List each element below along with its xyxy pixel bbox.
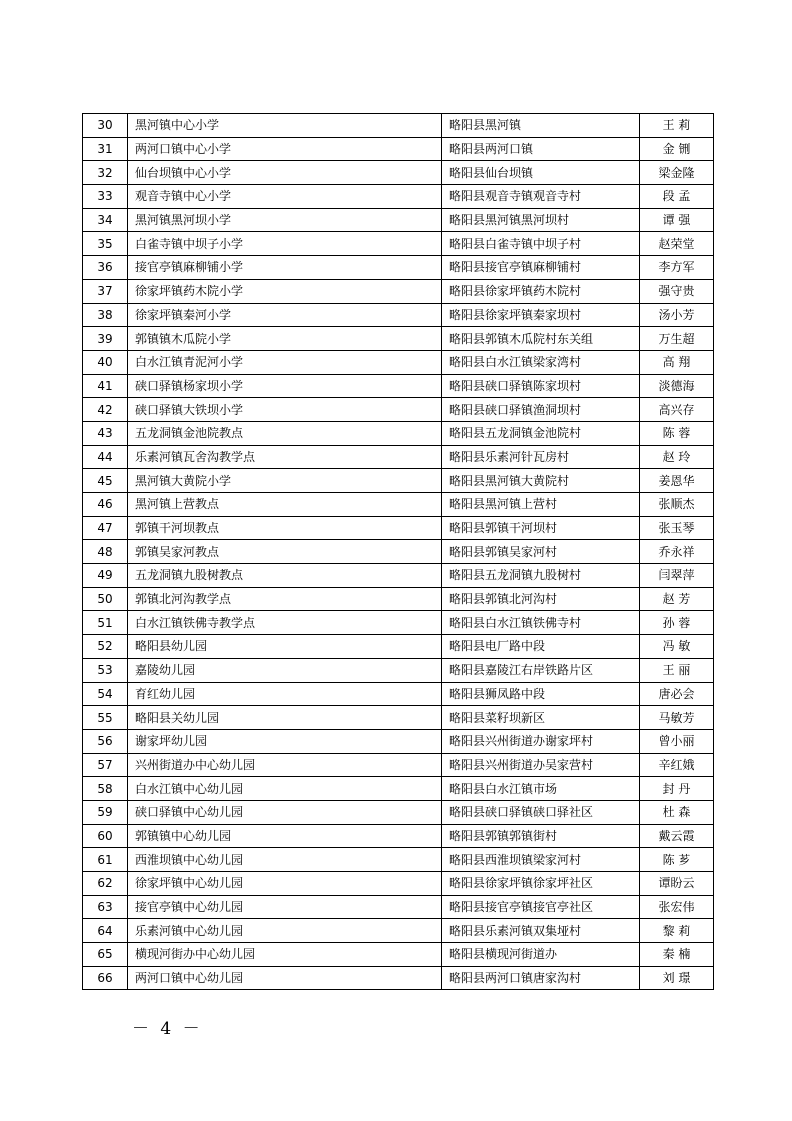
school-address-cell: 略阳县郭镇吴家河村 <box>442 540 640 564</box>
contact-person-cell: 乔永祥 <box>640 540 714 564</box>
school-name-cell: 仙台坝镇中心小学 <box>128 161 442 185</box>
contact-person-cell: 张玉琴 <box>640 516 714 540</box>
school-address-cell: 略阳县接官亭镇接官亭社区 <box>442 895 640 919</box>
row-number-cell: 55 <box>83 706 128 730</box>
row-number-cell: 43 <box>83 421 128 445</box>
row-number-cell: 34 <box>83 208 128 232</box>
school-name-cell: 郭镇镇中心幼儿园 <box>128 824 442 848</box>
contact-person-cell: 黎 莉 <box>640 919 714 943</box>
row-number-cell: 39 <box>83 327 128 351</box>
row-number-cell: 51 <box>83 611 128 635</box>
contact-person-cell: 淡德海 <box>640 374 714 398</box>
school-address-cell: 略阳县接官亭镇麻柳铺村 <box>442 256 640 280</box>
school-name-cell: 徐家坪镇中心幼儿园 <box>128 872 442 896</box>
row-number-cell: 46 <box>83 493 128 517</box>
row-number-cell: 63 <box>83 895 128 919</box>
contact-person-cell: 张顺杰 <box>640 493 714 517</box>
school-name-cell: 两河口镇中心幼儿园 <box>128 966 442 990</box>
row-number-cell: 58 <box>83 777 128 801</box>
school-name-cell: 黑河镇上营教点 <box>128 493 442 517</box>
contact-person-cell: 梁金隆 <box>640 161 714 185</box>
school-name-cell: 五龙洞镇九股树教点 <box>128 564 442 588</box>
table-row <box>83 658 714 682</box>
school-name-cell: 徐家坪镇药木院小学 <box>128 279 442 303</box>
contact-person-cell: 赵荣堂 <box>640 232 714 256</box>
contact-person-cell: 段 孟 <box>640 185 714 209</box>
school-name-cell: 乐素河镇中心幼儿园 <box>128 919 442 943</box>
row-number-cell: 65 <box>83 943 128 967</box>
row-number-cell: 62 <box>83 872 128 896</box>
table-row <box>83 777 714 801</box>
school-name-cell: 乐素河镇瓦舍沟教学点 <box>128 445 442 469</box>
contact-person-cell: 秦 楠 <box>640 943 714 967</box>
table-row <box>83 564 714 588</box>
row-number-cell: 56 <box>83 729 128 753</box>
contact-person-cell: 杜 森 <box>640 800 714 824</box>
contact-person-cell: 赵 芳 <box>640 587 714 611</box>
table-row <box>83 303 714 327</box>
contact-person-cell: 万生超 <box>640 327 714 351</box>
contact-person-cell: 谭盼云 <box>640 872 714 896</box>
table-row <box>83 114 714 138</box>
row-number-cell: 64 <box>83 919 128 943</box>
school-address-cell: 略阳县西淮坝镇梁家河村 <box>442 848 640 872</box>
school-name-cell: 育红幼儿园 <box>128 682 442 706</box>
school-roster-table <box>82 113 714 990</box>
row-number-cell: 61 <box>83 848 128 872</box>
table-row <box>83 208 714 232</box>
school-name-cell: 接官亭镇麻柳铺小学 <box>128 256 442 280</box>
school-name-cell: 西淮坝镇中心幼儿园 <box>128 848 442 872</box>
school-name-cell: 黑河镇黑河坝小学 <box>128 208 442 232</box>
table-row <box>83 943 714 967</box>
school-address-cell: 略阳县黑河镇上营村 <box>442 493 640 517</box>
contact-person-cell: 赵 玲 <box>640 445 714 469</box>
table-row <box>83 872 714 896</box>
table-row <box>83 137 714 161</box>
school-address-cell: 略阳县硖口驿镇硖口驿社区 <box>442 800 640 824</box>
school-address-cell: 略阳县五龙洞镇金池院村 <box>442 421 640 445</box>
school-address-cell: 略阳县黑河镇 <box>442 114 640 138</box>
row-number-cell: 48 <box>83 540 128 564</box>
row-number-cell: 53 <box>83 658 128 682</box>
school-name-cell: 郭镇镇木瓜院小学 <box>128 327 442 351</box>
table-row <box>83 706 714 730</box>
school-address-cell: 略阳县黑河镇大黄院村 <box>442 469 640 493</box>
contact-person-cell: 张宏伟 <box>640 895 714 919</box>
table-row <box>83 421 714 445</box>
row-number-cell: 54 <box>83 682 128 706</box>
table-row <box>83 279 714 303</box>
table-row <box>83 540 714 564</box>
school-name-cell: 五龙洞镇金池院教点 <box>128 421 442 445</box>
school-name-cell: 嘉陵幼儿园 <box>128 658 442 682</box>
row-number-cell: 41 <box>83 374 128 398</box>
school-name-cell: 徐家坪镇秦河小学 <box>128 303 442 327</box>
table-row <box>83 398 714 422</box>
school-name-cell: 观音寺镇中心小学 <box>128 185 442 209</box>
table-row <box>83 587 714 611</box>
school-address-cell: 略阳县电厂路中段 <box>442 635 640 659</box>
contact-person-cell: 唐必会 <box>640 682 714 706</box>
table-row <box>83 327 714 351</box>
row-number-cell: 44 <box>83 445 128 469</box>
school-name-cell: 白水江镇青泥河小学 <box>128 350 442 374</box>
table-row <box>83 185 714 209</box>
contact-person-cell: 曾小丽 <box>640 729 714 753</box>
school-address-cell: 略阳县横现河街道办 <box>442 943 640 967</box>
school-address-cell: 略阳县狮凤路中段 <box>442 682 640 706</box>
school-address-cell: 略阳县郭镇干河坝村 <box>442 516 640 540</box>
contact-person-cell: 强守贵 <box>640 279 714 303</box>
contact-person-cell: 王 莉 <box>640 114 714 138</box>
contact-person-cell: 辛红娥 <box>640 753 714 777</box>
school-address-cell: 略阳县硖口驿镇陈家坝村 <box>442 374 640 398</box>
table-row <box>83 682 714 706</box>
page-number: － 4 － <box>132 1019 203 1039</box>
table-row <box>83 848 714 872</box>
school-name-cell: 郭镇吴家河教点 <box>128 540 442 564</box>
contact-person-cell: 刘 璟 <box>640 966 714 990</box>
row-number-cell: 57 <box>83 753 128 777</box>
table-row <box>83 161 714 185</box>
contact-person-cell: 谭 强 <box>640 208 714 232</box>
school-name-cell: 白水江镇铁佛寺教学点 <box>128 611 442 635</box>
school-name-cell: 黑河镇大黄院小学 <box>128 469 442 493</box>
school-address-cell: 略阳县徐家坪镇药木院村 <box>442 279 640 303</box>
school-address-cell: 略阳县白水江镇梁家湾村 <box>442 350 640 374</box>
school-address-cell: 略阳县观音寺镇观音寺村 <box>442 185 640 209</box>
row-number-cell: 30 <box>83 114 128 138</box>
row-number-cell: 40 <box>83 350 128 374</box>
school-name-cell: 横现河街办中心幼儿园 <box>128 943 442 967</box>
table-row <box>83 635 714 659</box>
table-row <box>83 753 714 777</box>
table-row <box>83 919 714 943</box>
row-number-cell: 33 <box>83 185 128 209</box>
row-number-cell: 60 <box>83 824 128 848</box>
row-number-cell: 47 <box>83 516 128 540</box>
contact-person-cell: 陈 蓉 <box>640 421 714 445</box>
contact-person-cell: 高兴存 <box>640 398 714 422</box>
table-row <box>83 966 714 990</box>
table-row <box>83 516 714 540</box>
table-row <box>83 350 714 374</box>
roster-table-body <box>83 114 714 990</box>
school-address-cell: 略阳县仙台坝镇 <box>442 161 640 185</box>
school-address-cell: 略阳县白水江镇铁佛寺村 <box>442 611 640 635</box>
contact-person-cell: 戴云霞 <box>640 824 714 848</box>
row-number-cell: 49 <box>83 564 128 588</box>
contact-person-cell: 马敏芳 <box>640 706 714 730</box>
school-name-cell: 两河口镇中心小学 <box>128 137 442 161</box>
row-number-cell: 32 <box>83 161 128 185</box>
contact-person-cell: 金 铏 <box>640 137 714 161</box>
school-address-cell: 略阳县菜籽坝新区 <box>442 706 640 730</box>
school-address-cell: 略阳县两河口镇唐家沟村 <box>442 966 640 990</box>
school-name-cell: 白水江镇中心幼儿园 <box>128 777 442 801</box>
row-number-cell: 50 <box>83 587 128 611</box>
school-name-cell: 略阳县幼儿园 <box>128 635 442 659</box>
contact-person-cell: 王 丽 <box>640 658 714 682</box>
table-row <box>83 445 714 469</box>
school-address-cell: 略阳县硖口驿镇渔洞坝村 <box>442 398 640 422</box>
contact-person-cell: 闫翠萍 <box>640 564 714 588</box>
school-address-cell: 略阳县兴州街道办吴家营村 <box>442 753 640 777</box>
school-address-cell: 略阳县白水江镇市场 <box>442 777 640 801</box>
contact-person-cell: 高 翔 <box>640 350 714 374</box>
contact-person-cell: 姜恩华 <box>640 469 714 493</box>
contact-person-cell: 冯 敏 <box>640 635 714 659</box>
school-name-cell: 谢家坪幼儿园 <box>128 729 442 753</box>
row-number-cell: 37 <box>83 279 128 303</box>
table-row <box>83 729 714 753</box>
row-number-cell: 38 <box>83 303 128 327</box>
contact-person-cell: 封 丹 <box>640 777 714 801</box>
row-number-cell: 31 <box>83 137 128 161</box>
contact-person-cell: 陈 芗 <box>640 848 714 872</box>
school-address-cell: 略阳县两河口镇 <box>442 137 640 161</box>
table-row <box>83 374 714 398</box>
school-address-cell: 略阳县嘉陵江右岸铁路片区 <box>442 658 640 682</box>
row-number-cell: 36 <box>83 256 128 280</box>
school-address-cell: 略阳县兴州街道办谢家坪村 <box>442 729 640 753</box>
table-row <box>83 611 714 635</box>
row-number-cell: 59 <box>83 800 128 824</box>
school-name-cell: 兴州街道办中心幼儿园 <box>128 753 442 777</box>
school-address-cell: 略阳县乐素河镇双集垭村 <box>442 919 640 943</box>
school-address-cell: 略阳县郭镇郭镇街村 <box>442 824 640 848</box>
row-number-cell: 66 <box>83 966 128 990</box>
school-address-cell: 略阳县郭镇北河沟村 <box>442 587 640 611</box>
table-row <box>83 895 714 919</box>
school-address-cell: 略阳县白雀寺镇中坝子村 <box>442 232 640 256</box>
school-name-cell: 黑河镇中心小学 <box>128 114 442 138</box>
row-number-cell: 35 <box>83 232 128 256</box>
school-address-cell: 略阳县五龙洞镇九股树村 <box>442 564 640 588</box>
table-row <box>83 256 714 280</box>
school-name-cell: 接官亭镇中心幼儿园 <box>128 895 442 919</box>
table-row <box>83 800 714 824</box>
school-name-cell: 郭镇干河坝教点 <box>128 516 442 540</box>
contact-person-cell: 汤小芳 <box>640 303 714 327</box>
row-number-cell: 42 <box>83 398 128 422</box>
school-name-cell: 硖口驿镇杨家坝小学 <box>128 374 442 398</box>
school-name-cell: 略阳县关幼儿园 <box>128 706 442 730</box>
table-row <box>83 469 714 493</box>
school-address-cell: 略阳县黑河镇黑河坝村 <box>442 208 640 232</box>
table-row <box>83 232 714 256</box>
school-address-cell: 略阳县徐家坪镇秦家坝村 <box>442 303 640 327</box>
contact-person-cell: 李方军 <box>640 256 714 280</box>
contact-person-cell: 孙 蓉 <box>640 611 714 635</box>
school-name-cell: 硖口驿镇中心幼儿园 <box>128 800 442 824</box>
school-name-cell: 白雀寺镇中坝子小学 <box>128 232 442 256</box>
table-row <box>83 493 714 517</box>
school-address-cell: 略阳县乐素河针瓦房村 <box>442 445 640 469</box>
school-name-cell: 硖口驿镇大铁坝小学 <box>128 398 442 422</box>
school-name-cell: 郭镇北河沟教学点 <box>128 587 442 611</box>
row-number-cell: 45 <box>83 469 128 493</box>
school-address-cell: 略阳县郭镇木瓜院村东关组 <box>442 327 640 351</box>
row-number-cell: 52 <box>83 635 128 659</box>
school-address-cell: 略阳县徐家坪镇徐家坪社区 <box>442 872 640 896</box>
table-row <box>83 824 714 848</box>
